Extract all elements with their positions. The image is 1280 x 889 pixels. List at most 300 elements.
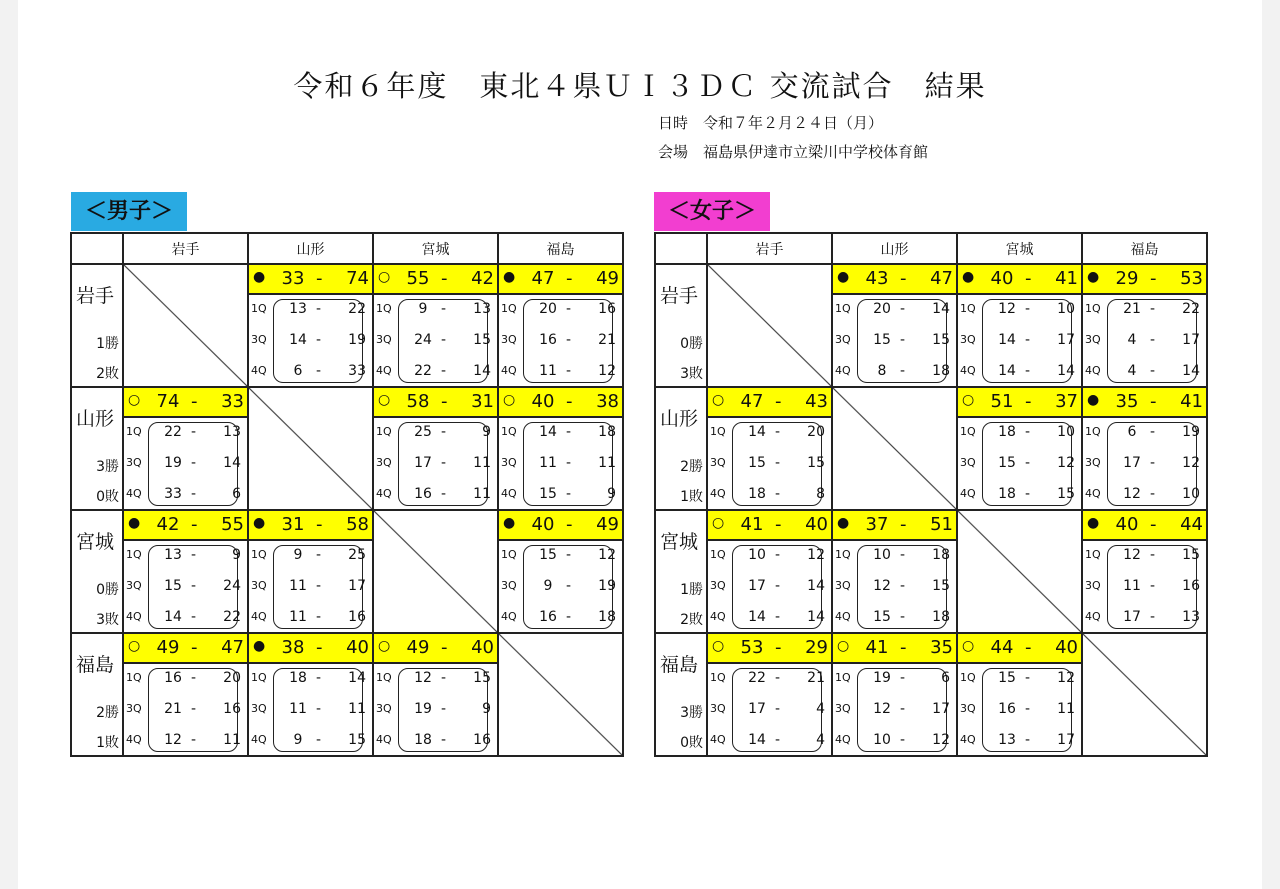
quarter-opponent-score: 22 [223,609,241,625]
quarter-row [374,362,497,382]
quarter-opponent-score: 18 [932,547,950,563]
quarter-opponent-score: 18 [598,424,616,440]
score-dash: - [775,637,782,658]
quarter-opponent-score: 14 [1182,363,1200,379]
quarter-row [958,423,1081,443]
game-cell [832,633,957,756]
row-team-name: 岩手 [660,285,699,307]
quarter-label: 4Q [835,364,851,377]
quarter-dash: - [1025,486,1031,502]
quarter-opponent-score: 15 [932,332,950,348]
quarter-dash: - [1025,301,1031,317]
quarter-dash: - [191,701,197,717]
quarter-dash: - [1025,455,1031,471]
quarter-row [374,331,497,351]
opponent-score: 35 [930,637,953,658]
team-score: 35 [1115,391,1139,412]
quarter-team-score: 14 [539,424,557,440]
quarter-dash: - [441,732,447,748]
quarter-team-score: 19 [414,701,432,717]
quarter-dash: - [1025,670,1031,686]
quarter-opponent-score: 15 [473,332,491,348]
quarter-dash: - [441,424,447,440]
quarter-team-score: 11 [289,578,307,594]
quarter-label: 1Q [251,671,267,684]
opponent-score: 47 [221,637,244,658]
game-cell [1082,387,1207,510]
quarter-dash: - [191,455,197,471]
quarter-label: 1Q [376,671,392,684]
quarter-row [124,669,247,689]
quarter-dash: - [191,670,197,686]
quarter-team-score: 17 [1123,455,1141,471]
quarter-opponent-score: 11 [348,701,366,717]
team-cell [71,387,123,510]
quarter-dash: - [1025,332,1031,348]
quarter-label: 4Q [251,364,267,377]
quarter-row [124,454,247,474]
diagonal-cell [707,264,832,387]
quarter-opponent-score: 11 [1057,701,1075,717]
quarter-team-score: 14 [748,732,766,748]
game-cell [1082,264,1207,387]
quarter-dash: - [566,578,572,594]
team-score: 51 [990,391,1014,412]
quarter-row [499,454,622,474]
column-header: 福島 [498,233,623,264]
quarter-team-score: 25 [414,424,432,440]
quarter-label: 3Q [251,702,267,715]
team-score: 41 [740,514,764,535]
row-team-name: 山形 [76,408,115,430]
quarter-dash: - [775,424,781,440]
quarter-label: 1Q [835,671,851,684]
quarter-dash: - [566,424,572,440]
quarter-opponent-score: 21 [598,332,616,348]
opponent-score: 58 [346,514,369,535]
quarter-row [499,362,622,382]
quarter-opponent-score: 24 [223,578,241,594]
opponent-score: 31 [471,391,494,412]
quarter-row [958,300,1081,320]
diagonal-cell [957,510,1082,633]
quarter-label: 1Q [710,671,726,684]
quarter-row [249,331,372,351]
quarter-row [249,300,372,320]
quarter-dash: - [775,547,781,563]
quarter-row [708,454,831,474]
game-cell [248,633,373,756]
quarter-label: 1Q [376,302,392,315]
quarter-row [1083,577,1206,597]
quarter-label: 1Q [501,425,517,438]
quarter-dash: - [900,732,906,748]
quarter-label: 1Q [835,548,851,561]
opponent-score: 49 [596,268,619,289]
quarter-opponent-score: 18 [932,609,950,625]
quarter-row [833,331,956,351]
score-dash: - [566,268,573,289]
score-dash: - [316,637,323,658]
score-dash: - [441,268,448,289]
quarter-label: 4Q [376,364,392,377]
quarter-opponent-score: 12 [807,547,825,563]
boys-section-label: ＜男子＞ [71,192,187,231]
row-team-name: 宮城 [660,531,699,553]
quarter-dash: - [316,363,322,379]
row-team-name: 宮城 [76,531,115,553]
quarter-opponent-score: 16 [598,301,616,317]
opponent-score: 47 [930,268,953,289]
quarter-dash: - [441,455,447,471]
quarter-opponent-score: 15 [1182,547,1200,563]
result-mark: ○ [503,392,516,408]
quarter-dash: - [316,578,322,594]
quarter-label: 3Q [1085,333,1101,346]
team-score: 29 [1115,268,1139,289]
quarter-label: 4Q [835,733,851,746]
result-mark: ● [837,515,850,531]
quarter-label: 3Q [835,702,851,715]
team-score: 40 [531,391,555,412]
quarter-opponent-score: 17 [932,701,950,717]
quarter-opponent-score: 18 [932,363,950,379]
quarter-team-score: 18 [289,670,307,686]
team-score: 40 [531,514,555,535]
score-dash: - [1150,391,1157,412]
quarter-team-score: 14 [748,609,766,625]
quarter-opponent-score: 20 [223,670,241,686]
quarter-label: 3Q [501,333,517,346]
opponent-score: 33 [221,391,244,412]
quarter-dash: - [900,609,906,625]
quarter-label: 1Q [501,302,517,315]
quarter-opponent-score: 12 [1057,670,1075,686]
quarter-row [1083,485,1206,505]
quarter-row [708,577,831,597]
game-cell [123,387,248,510]
quarter-label: 4Q [1085,487,1101,500]
quarter-row [374,423,497,443]
final-score-bar [833,634,956,664]
quarter-team-score: 22 [164,424,182,440]
quarter-team-score: 17 [748,701,766,717]
quarter-row [1083,608,1206,628]
result-mark: ○ [378,269,391,285]
quarter-opponent-score: 9 [482,424,491,440]
quarter-dash: - [316,547,322,563]
quarter-row [499,485,622,505]
quarter-label: 4Q [960,733,976,746]
final-score-bar [1083,388,1206,418]
quarter-team-score: 15 [539,547,557,563]
quarter-label: 1Q [835,302,851,315]
quarter-label: 3Q [376,456,392,469]
quarter-opponent-score: 20 [807,424,825,440]
quarter-row [124,423,247,443]
opponent-score: 44 [1180,514,1203,535]
quarter-opponent-score: 13 [473,301,491,317]
quarter-row [124,485,247,505]
team-score: 33 [281,268,305,289]
quarter-team-score: 14 [164,609,182,625]
quarter-dash: - [1150,547,1156,563]
quarter-team-score: 8 [877,363,887,379]
opponent-score: 55 [221,514,244,535]
team-cell [71,633,123,756]
quarter-opponent-score: 12 [932,732,950,748]
wins-count: 2勝 [96,705,119,721]
losses-count: 0敗 [680,735,703,751]
opponent-score: 38 [596,391,619,412]
team-row [655,510,1207,633]
final-score-bar [708,388,831,418]
column-header: 宮城 [373,233,498,264]
quarter-dash: - [900,578,906,594]
quarter-label: 1Q [251,302,267,315]
quarter-team-score: 4 [1127,363,1137,379]
opponent-score: 37 [1055,391,1078,412]
quarter-row [833,362,956,382]
quarter-label: 4Q [710,610,726,623]
opponent-score: 53 [1180,268,1203,289]
team-row [71,264,623,387]
quarter-dash: - [900,701,906,717]
team-row [71,633,623,756]
team-row [71,510,623,633]
quarter-row [708,546,831,566]
quarter-label: 4Q [126,733,142,746]
quarter-label: 1Q [1085,548,1101,561]
quarter-label: 3Q [251,333,267,346]
quarter-label: 1Q [126,425,142,438]
losses-count: 1敗 [96,735,119,751]
quarter-label: 4Q [376,487,392,500]
quarter-row [1083,546,1206,566]
team-score: 38 [281,637,305,658]
final-score-bar [249,634,372,664]
game-cell [498,387,623,510]
score-dash: - [566,514,573,535]
quarter-opponent-score: 19 [598,578,616,594]
score-dash: - [1150,268,1157,289]
opponent-score: 41 [1180,391,1203,412]
quarter-label: 3Q [960,702,976,715]
quarter-dash: - [191,609,197,625]
final-score-bar [833,511,956,541]
quarter-row [499,608,622,628]
quarter-row [833,546,956,566]
quarter-team-score: 14 [748,424,766,440]
quarter-team-score: 33 [164,486,182,502]
wins-count: 0勝 [96,582,119,598]
quarter-team-score: 12 [164,732,182,748]
row-team-name: 山形 [660,408,699,430]
game-cell [707,510,832,633]
quarter-dash: - [191,486,197,502]
quarter-dash: - [1150,332,1156,348]
quarter-team-score: 9 [418,301,428,317]
girls-results-table [654,232,1208,757]
quarter-row [374,731,497,751]
header-row [71,233,623,264]
quarter-row [708,608,831,628]
quarter-team-score: 12 [1123,486,1141,502]
team-cell [655,387,707,510]
quarter-opponent-score: 10 [1057,424,1075,440]
final-score-bar [833,265,956,295]
quarter-label: 3Q [126,702,142,715]
quarter-team-score: 20 [873,301,891,317]
quarter-team-score: 10 [748,547,766,563]
quarter-dash: - [566,363,572,379]
quarter-team-score: 11 [1123,578,1141,594]
result-mark: ● [253,269,266,285]
quarter-row [249,608,372,628]
quarter-team-score: 9 [293,547,303,563]
quarter-row [374,454,497,474]
quarter-dash: - [775,701,781,717]
game-cell [123,633,248,756]
result-mark: ● [503,269,516,285]
game-cell [123,510,248,633]
losses-count: 1敗 [680,489,703,505]
quarter-label: 1Q [1085,302,1101,315]
quarter-dash: - [1025,424,1031,440]
quarter-row [374,669,497,689]
quarter-team-score: 15 [539,486,557,502]
quarter-label: 1Q [376,425,392,438]
quarter-team-score: 19 [873,670,891,686]
quarter-label: 4Q [501,610,517,623]
losses-count: 2敗 [680,612,703,628]
score-dash: - [441,637,448,658]
quarter-row [833,700,956,720]
losses-count: 0敗 [96,489,119,505]
score-dash: - [1150,514,1157,535]
quarter-dash: - [900,670,906,686]
quarter-dash: - [1025,732,1031,748]
quarter-dash: - [775,732,781,748]
quarter-team-score: 6 [293,363,303,379]
quarter-row [499,331,622,351]
opponent-score: 40 [805,514,828,535]
quarter-dash: - [441,670,447,686]
quarter-dash: - [441,301,447,317]
quarter-row [249,362,372,382]
quarter-row [833,669,956,689]
team-score: 44 [990,637,1014,658]
game-cell [707,633,832,756]
quarter-label: 4Q [1085,364,1101,377]
quarter-opponent-score: 15 [932,578,950,594]
quarter-dash: - [316,732,322,748]
game-cell [248,264,373,387]
quarter-dash: - [1150,301,1156,317]
final-score-bar [124,511,247,541]
final-score-bar [708,511,831,541]
quarter-dash: - [1150,609,1156,625]
quarter-label: 1Q [960,425,976,438]
final-score-bar [249,511,372,541]
quarter-opponent-score: 16 [223,701,241,717]
score-dash: - [566,391,573,412]
quarter-dash: - [316,301,322,317]
quarter-row [958,454,1081,474]
final-score-bar [499,511,622,541]
quarter-team-score: 15 [873,609,891,625]
quarter-opponent-score: 21 [807,670,825,686]
team-row [655,633,1207,756]
quarter-label: 4Q [960,364,976,377]
quarter-team-score: 20 [539,301,557,317]
quarter-dash: - [1025,701,1031,717]
quarter-team-score: 13 [998,732,1016,748]
page-title: 令和６年度 東北４県ＵＩ３ＤＣ 交流試合 結果 [293,69,987,103]
team-score: 58 [406,391,430,412]
quarter-row [499,577,622,597]
final-score-bar [374,388,497,418]
corner-cell [655,233,707,264]
quarter-dash: - [191,578,197,594]
results-page [18,0,1262,889]
team-score: 55 [406,268,430,289]
quarter-row [1083,331,1206,351]
quarter-opponent-score: 22 [1182,301,1200,317]
quarter-row [708,700,831,720]
wins-count: 2勝 [680,459,703,475]
team-score: 40 [990,268,1014,289]
quarter-dash: - [566,609,572,625]
result-mark: ● [837,269,850,285]
quarter-label: 1Q [251,548,267,561]
quarter-dash: - [775,486,781,502]
opponent-score: 42 [471,268,494,289]
quarter-team-score: 24 [414,332,432,348]
quarter-label: 3Q [501,456,517,469]
losses-count: 3敗 [680,366,703,382]
score-dash: - [775,514,782,535]
quarter-row [958,362,1081,382]
quarter-team-score: 11 [539,455,557,471]
quarter-team-score: 13 [289,301,307,317]
game-cell [707,387,832,510]
result-mark: ○ [128,392,141,408]
quarter-opponent-score: 17 [348,578,366,594]
venue-line: 会場 福島県伊達市立梁川中学校体育館 [658,143,929,161]
result-mark: ● [1087,269,1100,285]
quarter-team-score: 17 [414,455,432,471]
quarter-dash: - [316,670,322,686]
quarter-opponent-score: 12 [1182,455,1200,471]
opponent-score: 74 [346,268,369,289]
quarter-dash: - [441,363,447,379]
quarter-label: 3Q [710,702,726,715]
final-score-bar [124,388,247,418]
quarter-row [833,608,956,628]
girls-section-label: ＜女子＞ [654,192,770,231]
quarter-row [249,669,372,689]
final-score-bar [249,265,372,295]
quarter-label: 4Q [251,733,267,746]
quarter-team-score: 4 [1127,332,1137,348]
quarter-label: 3Q [126,579,142,592]
quarter-opponent-score: 16 [1182,578,1200,594]
quarter-opponent-score: 19 [1182,424,1200,440]
quarter-opponent-score: 14 [932,301,950,317]
quarter-dash: - [441,332,447,348]
game-cell [373,264,498,387]
